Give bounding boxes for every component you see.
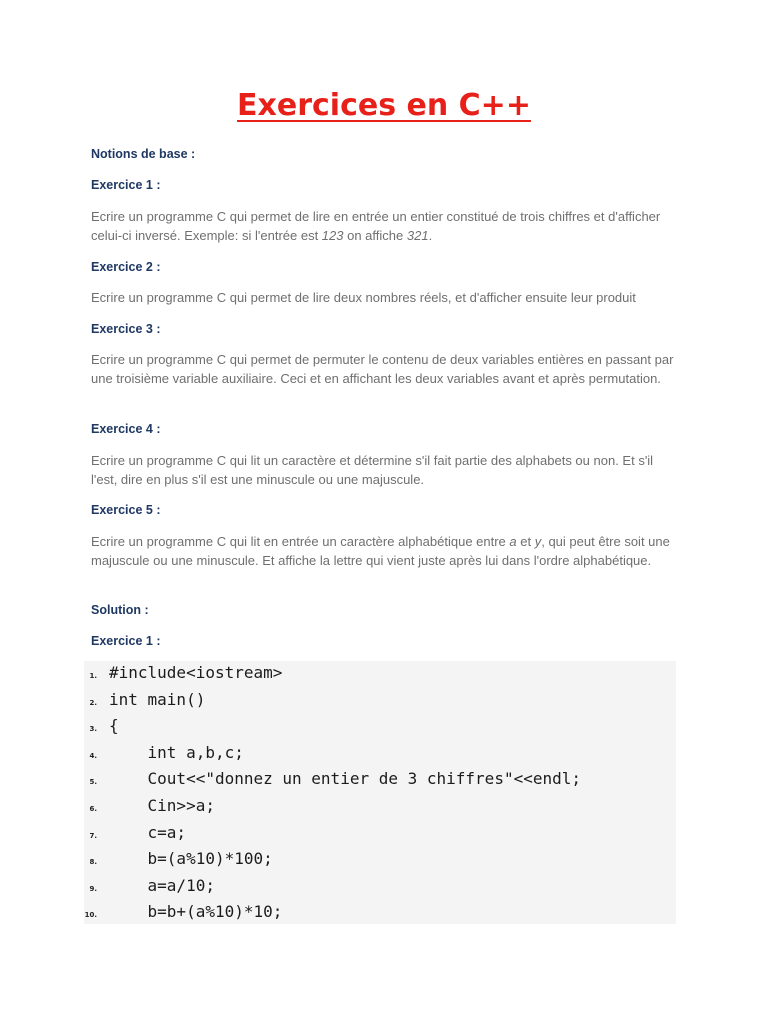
solution-heading: Solution : <box>91 603 149 617</box>
code-line <box>84 768 676 794</box>
exercise-5-heading: Exercice 5 : <box>91 503 161 517</box>
exercise-4-heading: Exercice 4 : <box>91 422 161 436</box>
exercise-5-text <box>91 532 676 570</box>
code-text: a=a/10; <box>109 875 215 895</box>
code-line <box>84 715 676 741</box>
exercise-1-text <box>91 207 676 245</box>
exercise-5-text-part-a: Ecrire un programme C qui lit en entrée un caractère alphabétique entre <box>91 534 510 549</box>
code-text: Cout<<"donnez un entier de 3 chiffres"<<endl; <box>109 769 582 789</box>
exercise-5-letter-y: y <box>534 534 542 549</box>
code-line <box>84 822 676 848</box>
line-number: 7. <box>89 831 97 840</box>
code-block <box>84 661 676 924</box>
code-line <box>84 848 676 874</box>
code-text: b=b+(a%10)*10; <box>109 902 283 922</box>
code-line <box>84 689 676 715</box>
exercise-5-letter-a: a <box>509 534 517 549</box>
line-number: 9. <box>89 884 97 893</box>
line-number: 1. <box>89 672 97 680</box>
code-text: { <box>109 716 119 736</box>
solution-exercise-1-heading: Exercice 1 : <box>91 634 161 648</box>
page-title <box>0 88 768 123</box>
code-text: c=a; <box>109 822 187 842</box>
exercise-1-example-output: 321 <box>406 228 429 244</box>
code-line <box>84 742 676 768</box>
code-text: int main() <box>109 689 206 709</box>
exercise-4-text: Ecrire un programme C qui lit un caractère et détermine s'il fait partie des alphabets ou non. Et s'il l'est, dire en plus s'il est une minuscule ou une majuscule. <box>91 453 654 488</box>
exercise-1-text-part-c: . <box>428 228 433 244</box>
exercise-2-heading: Exercice 2 : <box>91 260 161 274</box>
code-text: int a,b,c; <box>109 742 244 762</box>
line-number: 4. <box>89 751 97 760</box>
exercise-1-heading: Exercice 1 : <box>91 178 161 192</box>
exercise-3-heading: Exercice 3 : <box>91 322 161 336</box>
code-line <box>84 875 676 901</box>
line-number: 6. <box>89 805 97 813</box>
code-line <box>84 795 676 821</box>
line-number: 2. <box>89 698 97 707</box>
code-line <box>84 901 676 927</box>
exercise-1-example-input: 123 <box>321 228 344 244</box>
line-number: 10. <box>84 911 97 920</box>
exercise-3-text: Ecrire un programme C qui permet de permuter le contenu de deux variables entières en passant par une troisième variable auxiliaire. Ceci et en affichant les deux variables avant et après permutation. <box>91 352 674 387</box>
exercise-1-text-part-a: Ecrire un programme C qui permet de lire en entrée un entier constitué de trois chiffres et d'afficher celui-ci inversé. Exemple: si l'entrée est <box>91 209 661 244</box>
exercise-5-text-part-c: , qui peut être soit une majuscule ou une minuscule. Et affiche la lettre qui vient juste après lui dans l'ordre alphabétique. <box>91 534 670 569</box>
code-line <box>84 662 676 688</box>
exercise-1-text-part-b: on affiche <box>343 228 407 244</box>
line-number: 5. <box>89 778 97 787</box>
line-number: 3. <box>89 725 97 734</box>
exercise-5-text-part-b: et <box>516 534 535 549</box>
code-text: #include<iostream> <box>109 663 283 682</box>
page-title-text: Exercices en C++ <box>237 88 531 123</box>
code-text: Cin>>a; <box>109 796 215 815</box>
line-number: 8. <box>89 858 97 867</box>
code-text: b=(a%10)*100; <box>109 849 273 869</box>
notions-heading: Notions de base : <box>91 147 196 161</box>
exercise-2-text: Ecrire un programme C qui permet de lire deux nombres réels, et d'afficher ensuite leur produit <box>91 290 636 305</box>
